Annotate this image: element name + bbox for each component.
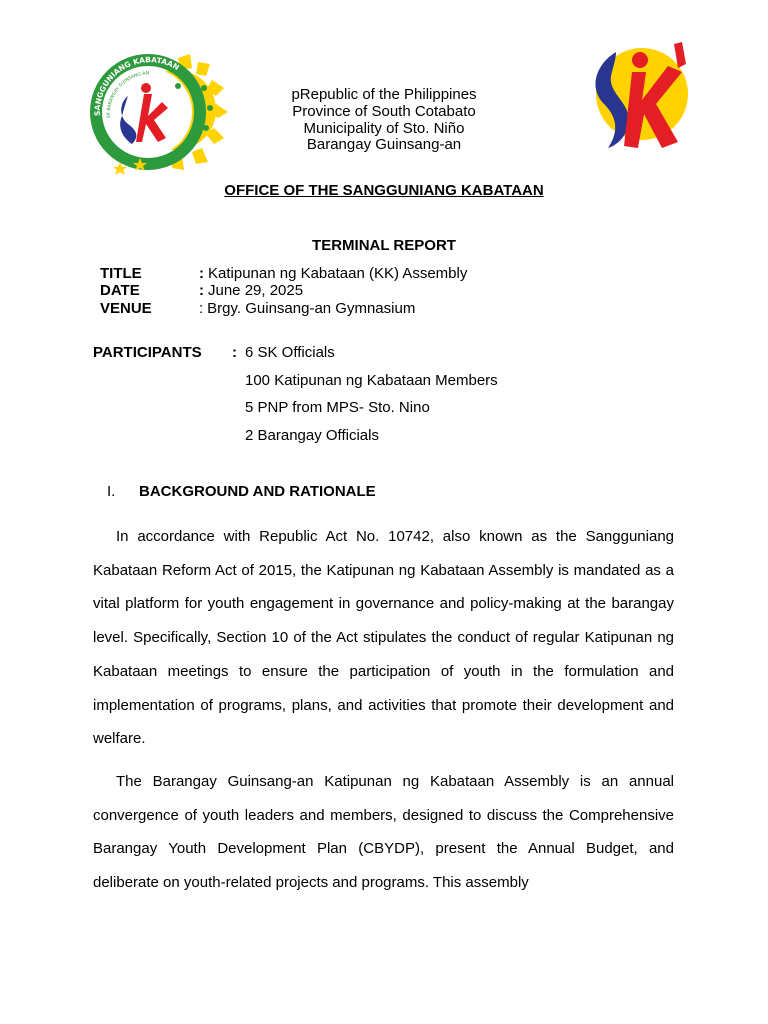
- address-line-province: Province of South Cotabato: [292, 102, 476, 120]
- sk-national-logo: [582, 38, 694, 156]
- participants-label: PARTICIPANTS: [93, 344, 202, 361]
- meta-label: VENUE: [100, 299, 152, 317]
- office-title: OFFICE OF THE SANGGUNIANG KABATAAN: [224, 182, 544, 199]
- participant-item: 6 SK Officials: [245, 344, 335, 361]
- meta-value: Katipunan ng Kabataan (KK) Assembly: [208, 265, 468, 282]
- address-line-barangay: Barangay Guinsang-an: [306, 136, 462, 154]
- body-paragraph: [93, 765, 674, 900]
- participant-item: 5 PNP from MPS- Sto. Nino: [245, 399, 430, 417]
- meta-row-date: [100, 282, 467, 299]
- report-meta: [100, 265, 467, 317]
- meta-colon: :: [199, 282, 204, 300]
- meta-value: June 29, 2025: [208, 282, 304, 300]
- meta-value: Brgy. Guinsang-an Gymnasium: [207, 299, 416, 317]
- section-number: I.: [107, 483, 116, 500]
- meta-row-title: [100, 265, 467, 282]
- meta-row-venue: [100, 300, 467, 317]
- address-line-country: pRepublic of the Philippines: [291, 86, 477, 103]
- header-address: [234, 87, 534, 154]
- svg-text:SK BARANGAY GUINSANG-AN: SK BARANGAY GUINSANG-AN: [106, 71, 150, 119]
- body-paragraph: [93, 520, 674, 756]
- participants-colon: :: [232, 344, 237, 361]
- meta-colon: :: [199, 265, 204, 282]
- svg-text:SANGGUNIANG KABATAAN: SANGGUNIANG KABATAAN: [92, 55, 181, 117]
- section-title: BACKGROUND AND RATIONALE: [139, 483, 376, 500]
- sk-barangay-seal-logo: [86, 46, 230, 176]
- paragraph-text: In accordance with Republic Act No. 10742, also known as the Sangguniang Kabataan Reform Act of 2015, the Katipunan ng Kabataan Assembly is mandated as a vital platform for youth engagement in governance and policy-making at the barangay level. Specifically, Section 10 of the Act stipulates the conduct of regular Katipunan ng Kabataan meetings to ensure the participation of youth in the formulation and implementation of programs, plans, and activities that promote their development and welfare.: [93, 528, 674, 748]
- participant-item: 100 Katipunan ng Kabataan Members: [245, 371, 498, 389]
- report-title: TERMINAL REPORT: [312, 237, 456, 254]
- paragraph-text: The Barangay Guinsang-an Katipunan ng Kabataan Assembly is an annual convergence of youth leaders and members, designed to discuss the Comprehensive Barangay Youth Development Plan (CBYDP), present the Annual Budget, and deliberate on youth-related projects and programs. This assembly: [93, 773, 674, 892]
- address-line-municipality: Municipality of Sto. Niño: [303, 119, 465, 137]
- meta-colon: :: [199, 299, 204, 317]
- participants-list: [245, 344, 498, 455]
- meta-label: TITLE: [100, 265, 142, 282]
- participant-item: 2 Barangay Officials: [245, 427, 379, 445]
- meta-label: DATE: [100, 282, 140, 300]
